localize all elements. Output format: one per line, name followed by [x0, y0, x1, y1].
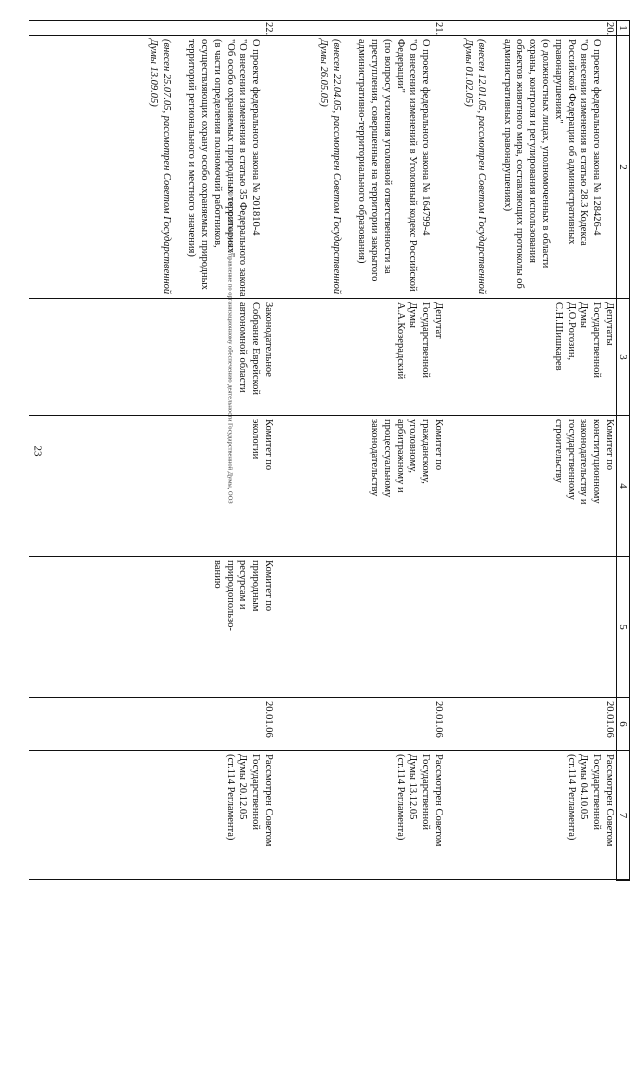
review-status: Рассмотрен Советом Государственной Думы 20.12.05 (ст.114 Регламента) — [224, 754, 274, 847]
col-divider — [29, 879, 629, 880]
bill-description: О проекте федерального закона № 128426-4 "О внесении изменения в статью 28.3 Кодекса Российской Федерации об административных правонарушениях" (о должностных лицах, уполномоченных в области охраны, контроля и регулирования использования объектов животного мира, составляющих протоколы об административных правонарушениях) — [501, 39, 603, 289]
header-col-1: 1 — [616, 21, 629, 36]
footer-print-line: 11.01.06 12:28 выпуск: Управление по организационному обеспечению деятельности Государственной Думы, ООЗ — [226, 185, 234, 504]
review-date: 20.01.06 — [604, 701, 615, 738]
review-status: Рассмотрен Советом Государственной Думы 13.12.05 (ст.114 Регламента) — [394, 754, 444, 847]
bill-description: О проекте федерального закона № 164799-4 "О внесении изменений в Уголовный кодекс Российской Федерации" (по вопросу усиления уголовной ответственности за преступления, совершенные на территории закрытого административно-территориального образования) — [356, 39, 432, 292]
page-number: 23 — [31, 445, 44, 457]
bill-initiator: Депутат Государственной Думы А.А.Козерадский — [394, 302, 444, 380]
co-committee: Комитет по природным ресурсам и природопользо- ванию — [211, 560, 274, 631]
bill-initiator: Законодательное Собрание Еврейской автономной области — [237, 302, 274, 396]
bill-description: О проекте федерального закона № 201810-4 "О внесении изменения в статью 35 Федерального закона "Об особо охраняемых природных территориях" (в части определения полномочий работников, осуществляющих охрану особо охраняемых природных территорий регионального и местного значения) — [186, 39, 262, 297]
header-col-5: 5 — [616, 557, 629, 698]
review-status: Рассмотрен Советом Государственной Думы 04.10.05 (ст.114 Регламента) — [565, 754, 615, 847]
responsible-committee: Комитет по гражданскому, уголовному, арбитражному и процессуальному законодательству — [369, 419, 444, 498]
bill-submission-note: (внесен 22.04.05, рассмотрен Советом Государственной Думы 26.05.05) — [317, 39, 342, 295]
header-col-6: 6 — [616, 698, 629, 751]
bill-initiator: Депутаты Государственной Думы Д.О.Рогозин, С.Н.Шишкарев — [552, 302, 615, 378]
bill-submission-note: (внесен 12.01.05, рассмотрен Советом Государственной Думы 01.02.05) — [463, 39, 488, 295]
col-divider — [29, 298, 629, 299]
review-date: 20.01.06 — [263, 701, 274, 738]
row-number: 22. — [263, 22, 274, 36]
bill-title — [316, 39, 444, 297]
bill-submission-note: (внесен 25.07.05, рассмотрен Советом Государственной Думы 13.09.05) — [147, 39, 172, 295]
col-divider — [29, 35, 629, 36]
col-divider — [29, 415, 629, 416]
header-col-7: 7 — [616, 751, 629, 881]
header-col-4: 4 — [616, 416, 629, 557]
bill-title — [461, 39, 615, 297]
header-col-3: 3 — [616, 299, 629, 416]
col-divider — [29, 697, 629, 698]
responsible-committee: Комитет по экологии — [250, 419, 274, 471]
rotated-table — [30, 20, 630, 880]
bills-table — [29, 20, 630, 881]
row-number: 21. — [433, 22, 444, 36]
col-divider — [29, 750, 629, 751]
row-number: 20. — [604, 22, 615, 36]
header-col-2: 2 — [616, 36, 629, 299]
review-date: 20.01.06 — [433, 701, 444, 738]
responsible-committee: Комитет по конституционному законодательству и государственному строительству — [552, 419, 615, 505]
bill-title — [146, 39, 274, 297]
col-divider — [29, 556, 629, 557]
